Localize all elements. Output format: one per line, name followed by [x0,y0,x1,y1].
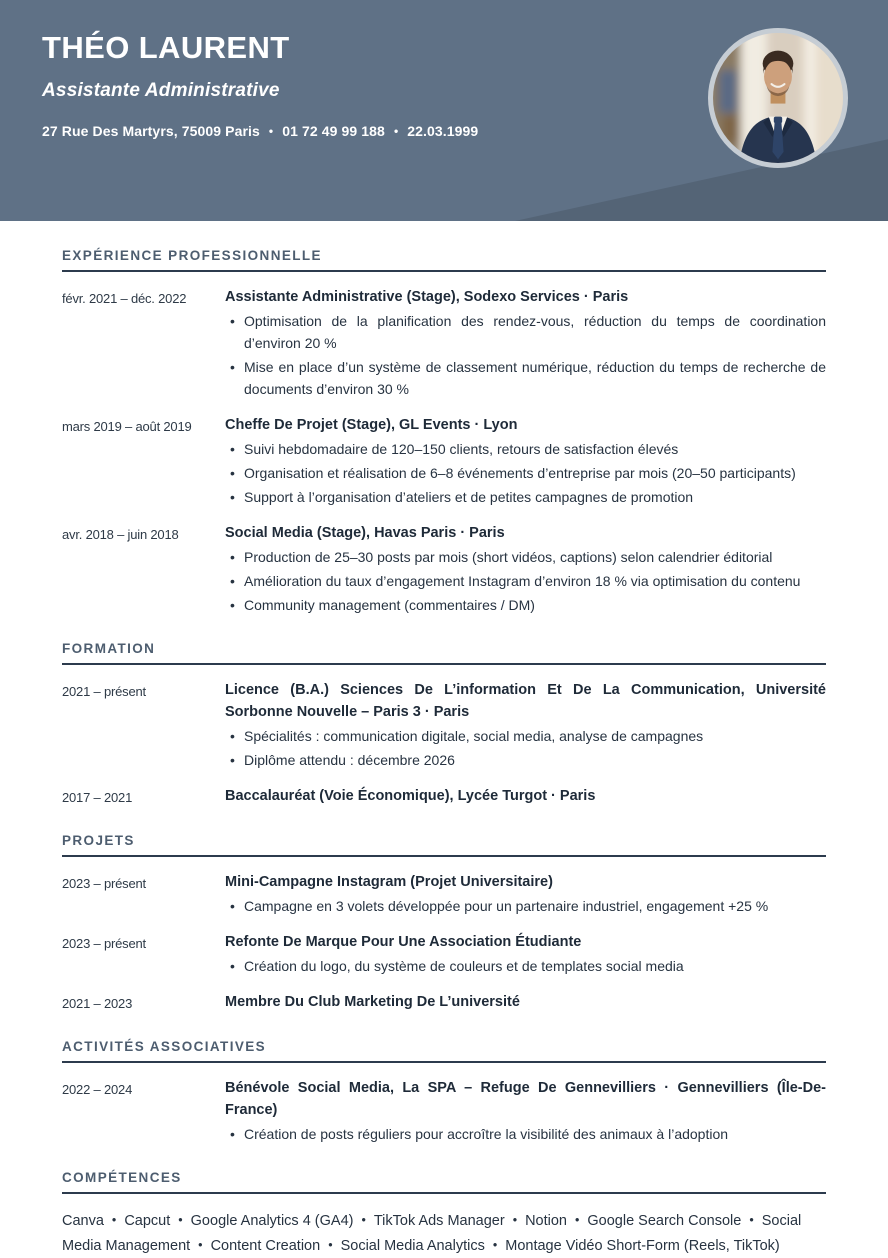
dot-separator-icon: • [361,1213,366,1227]
entry-body [225,991,826,1014]
skills-line [62,1209,826,1258]
skill-item: TikTok Ads Manager [373,1213,505,1229]
dot-separator-icon: • [512,1213,518,1227]
dot-separator-icon: • [492,1238,498,1252]
entry-date: 2023 – présent [62,876,146,891]
skill-item: Google Search Console [587,1213,742,1229]
skill-item: Social Media Analytics [340,1238,485,1254]
entry-bullet-list [225,1123,826,1145]
entry-title: Licence (B.A.) Sciences De L’information Et De La Communication, Université Sorbonne Nouvelle – Paris 3 · Paris [225,682,826,720]
dot-separator-icon: • [111,1213,117,1227]
entry-bullet: • Support à l’organisation d’ateliers et de petites campagnes de promotion [225,486,826,508]
entry-title: Cheffe De Projet (Stage), GL Events · Lyon [225,417,518,433]
entry-body [225,414,826,508]
entry-title: Baccalauréat (Voie Économique), Lycée Turgot · Paris [225,788,596,804]
entry-row [62,286,826,400]
section-competences [62,1170,826,1258]
entry-title: Membre Du Club Marketing De L’université [225,994,520,1010]
dot-separator-icon: • [393,124,399,139]
entry-title: Assistante Administrative (Stage), Sodexo Services · Paris [225,289,629,305]
entry-body [225,785,826,808]
entry-date: avr. 2018 – juin 2018 [62,527,179,542]
entry-date: 2023 – présent [62,936,146,951]
entry-row [62,1077,826,1145]
entry-bullet: • Spécialités : communication digitale, social media, analyse de campagnes [225,725,826,747]
section-heading: PROJETS [62,833,826,857]
entry-date: 2022 – 2024 [62,1082,133,1097]
dot-separator-icon: • [268,124,274,139]
entry-bullet-list [225,438,826,508]
entry-row [62,679,826,771]
entry-date: mars 2019 – août 2019 [62,419,192,434]
section-activites-associatives [62,1039,826,1145]
entry-date: févr. 2021 – déc. 2022 [62,291,187,306]
entry-bullet: • Création du logo, du système de couleurs et de templates social media [225,955,826,977]
section-formation [62,641,826,808]
dot-separator-icon: • [328,1238,333,1252]
dot-separator-icon: • [178,1213,183,1227]
entry-body [225,286,826,400]
job-title: Assistante Administrative [42,80,280,102]
entry-body [225,522,826,616]
entry-row [62,522,826,616]
section-heading: ACTIVITÉS ASSOCIATIVES [62,1039,826,1063]
resume-body [0,248,888,1258]
section-projets [62,833,826,1014]
entry-body [225,871,826,917]
entry-row [62,931,826,977]
entry-bullet-list [225,546,826,616]
entry-bullet: • Production de 25–30 posts par mois (short vidéos, captions) selon calendrier éditorial [225,546,826,568]
portrait-illustration [713,33,843,163]
entry-title: Bénévole Social Media, La SPA – Refuge De Gennevilliers · Gennevilliers (Île-De-France) [225,1080,826,1118]
profile-photo [708,28,848,168]
entry-body [225,679,826,771]
entry-bullet: • Suivi hebdomadaire de 120–150 clients, retours de satisfaction élevés [225,438,826,460]
entry-date: 2021 – présent [62,684,146,699]
entry-bullet: • Organisation et réalisation de 6–8 événements d’entreprise par mois (20–50 participants) [225,462,826,484]
dot-separator-icon: • [575,1213,580,1227]
entry-body [225,931,826,977]
section-heading: COMPÉTENCES [62,1170,826,1194]
entry-bullet: • Diplôme attendu : décembre 2026 [225,749,826,771]
entry-bullet-list [225,310,826,400]
dot-separator-icon: • [198,1238,203,1252]
entry-bullet: • Optimisation de la planification des rendez-vous, réduction du temps de coordination d’environ 20 % [225,310,826,354]
entry-row [62,991,826,1014]
skill-item: Content Creation [210,1238,321,1254]
skill-item: Notion [525,1213,567,1229]
skill-item: Social Media Management [62,1213,802,1254]
entry-bullet: • Création de posts réguliers pour accroître la visibilité des animaux à l’adoption [225,1123,826,1145]
skill-item: Canva [62,1213,104,1229]
entry-date: 2021 – 2023 [62,996,133,1011]
entry-bullet: • Mise en place d’un système de classement numérique, réduction du temps de recherche de documents d’environ 30 % [225,356,826,400]
section-heading: FORMATION [62,641,826,665]
section-heading: EXPÉRIENCE PROFESSIONNELLE [62,248,826,272]
candidate-name: THÉO LAURENT [42,30,290,65]
dot-separator-icon: • [749,1213,754,1227]
entry-bullet-list [225,725,826,771]
entry-bullet: • Community management (commentaires / DM) [225,594,826,616]
entry-bullet: • Amélioration du taux d’engagement Instagram d’environ 18 % via optimisation du contenu [225,570,826,592]
skill-item: Google Analytics 4 (GA4) [190,1213,354,1229]
entry-bullet-list [225,955,826,977]
entry-title: Social Media (Stage), Havas Paris · Paris [225,525,505,541]
entry-body [225,1077,826,1145]
entry-bullet: • Campagne en 3 volets développée pour un partenaire industriel, engagement +25 % [225,895,826,917]
entry-row [62,871,826,917]
contact-phone: 01 72 49 99 188 [282,123,385,140]
entry-bullet-list [225,895,826,917]
contact-address: 27 Rue Des Martyrs, 75009 Paris [42,123,260,140]
header [0,0,888,221]
entry-row [62,414,826,508]
contact-birthdate: 22.03.1999 [407,123,479,140]
entry-title: Mini-Campagne Instagram (Projet Universitaire) [225,874,553,890]
entry-date: 2017 – 2021 [62,790,133,805]
entry-title: Refonte De Marque Pour Une Association Étudiante [225,934,582,950]
entry-row [62,785,826,808]
section-experience [62,248,826,616]
skill-item: Capcut [124,1213,171,1229]
skill-item: Montage Vidéo Short-Form (Reels, TikTok) [505,1238,780,1254]
